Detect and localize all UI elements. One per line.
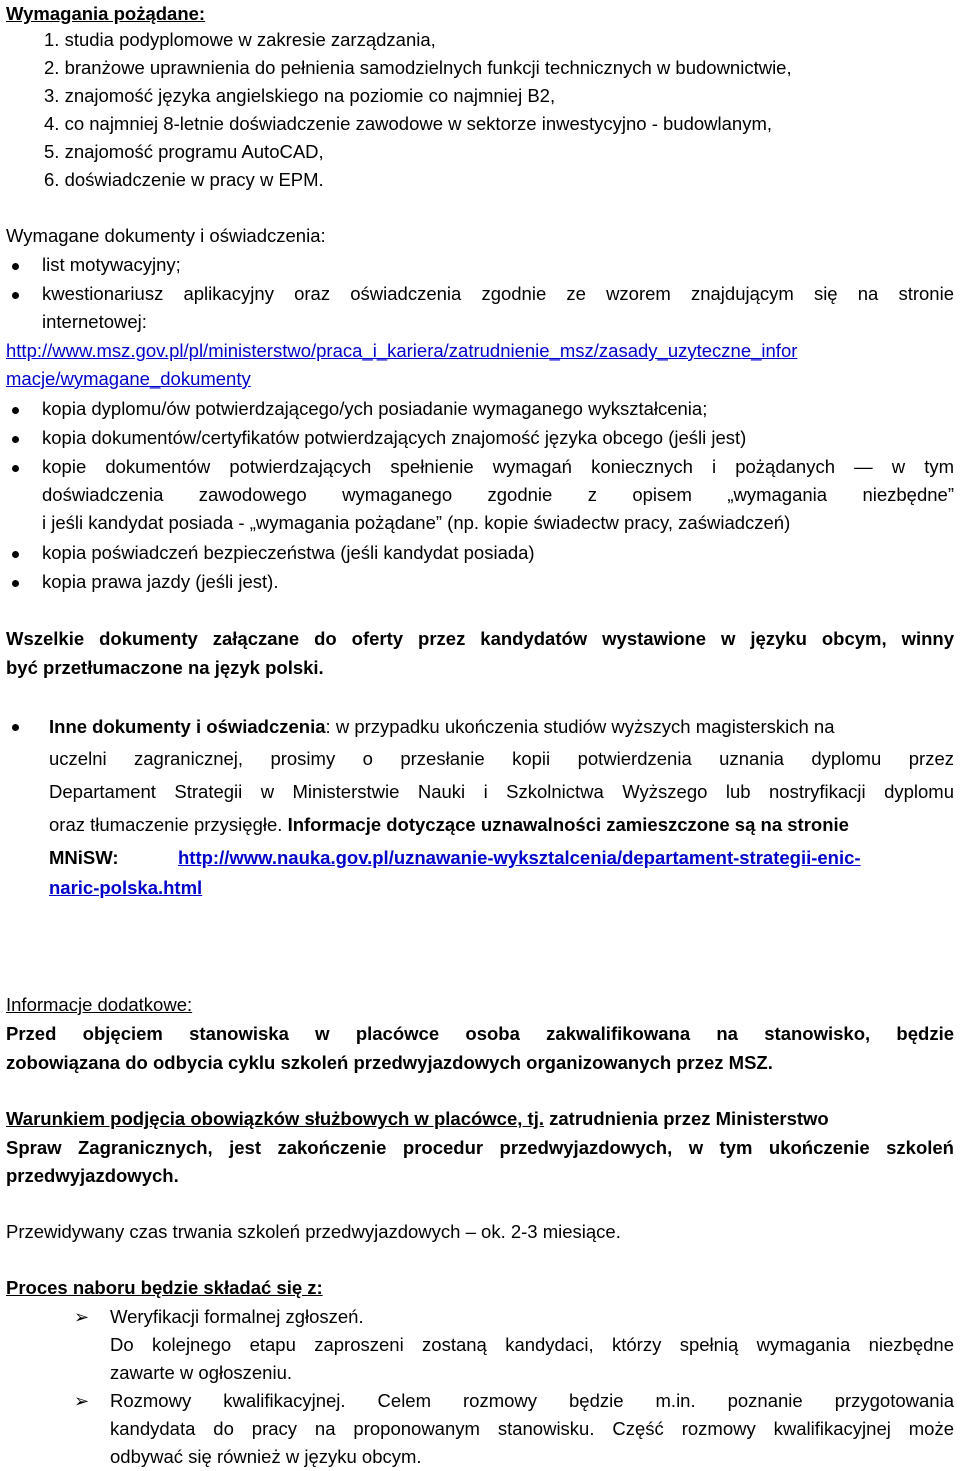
additional-p2-underlined: Warunkiem podjęcia obowiązków służbowych w placówce, tj. xyxy=(6,1108,544,1129)
other-docs-line-2: uczelni zagranicznej, prosimy o przesłanie kopii potwierdzenia uznania dyplomu przez xyxy=(49,748,954,769)
other-docs-line-4-bold: Informacje dotyczące uznawalności zamieszczone są na stronie xyxy=(287,814,849,835)
bullet-icon xyxy=(12,551,19,558)
additional-p2-line-3: przedwyjazdowych. xyxy=(6,1165,179,1186)
bullet-icon xyxy=(12,407,19,414)
bullet-icon xyxy=(12,263,19,270)
additional-heading: Informacje dodatkowe: xyxy=(6,994,193,1015)
process-step-2-line-2: kandydata do pracy na proponowanym stanowisku. Część rozmowy kwalifikacyjnej może xyxy=(110,1418,954,1439)
documents-item-2-line-2: internetowej: xyxy=(42,311,147,332)
documents-item-3: kopia dyplomu/ów potwierdzającego/ych posiadanie wymaganego wykształcenia; xyxy=(42,398,708,419)
documents-link-line-1[interactable]: http://www.msz.gov.pl/pl/ministerstwo/praca_i_kariera/zatrudnienie_msz/zasady_uzyteczne_infor xyxy=(6,340,798,361)
other-docs-line-4-text: oraz tłumaczenie przysięgłe. xyxy=(49,814,288,835)
bullet-icon xyxy=(12,436,19,443)
desired-heading: Wymagania pożądane: xyxy=(6,3,206,24)
desired-item-2: 2. branżowe uprawnienia do pełnienia samodzielnych funkcji technicznych w budownictwie, xyxy=(44,57,792,78)
process-step-1-line-3: zawarte w ogłoszeniu. xyxy=(110,1362,293,1383)
translation-note-line-1: Wszelkie dokumenty załączane do oferty przez kandydatów wystawione w języku obcym, winny xyxy=(6,628,954,649)
additional-p2-line-1 xyxy=(6,1105,829,1133)
process-step-2-line-3: odbywać się również w języku obcym. xyxy=(110,1446,422,1467)
other-docs-mnisw-label: MNiSW: xyxy=(49,847,119,868)
desired-item-6: 6. doświadczenie w pracy w EPM. xyxy=(44,169,324,190)
additional-p3: Przewidywany czas trwania szkoleń przedwyjazdowych – ok. 2-3 miesiące. xyxy=(6,1221,621,1242)
arrow-bullet-icon: ➢ xyxy=(74,1391,90,1411)
other-docs-line-1-text: : w przypadku ukończenia studiów wyższych magisterskich na xyxy=(325,716,835,737)
other-docs-link-line-1[interactable]: http://www.nauka.gov.pl/uznawanie-wyksztalcenia/departament-strategii-enic- xyxy=(178,847,861,868)
other-docs-link-line-2[interactable]: naric-polska.html xyxy=(49,877,203,898)
other-docs-line-3: Departament Strategii w Ministerstwie Nauki i Szkolnictwa Wyższego lub nostryfikacji dyplomu xyxy=(49,781,954,802)
bullet-icon xyxy=(12,580,19,587)
desired-item-3: 3. znajomość języka angielskiego na poziomie co najmniej B2, xyxy=(44,85,556,106)
other-docs-line-1 xyxy=(49,713,954,741)
documents-item-7: kopia prawa jazdy (jeśli jest). xyxy=(42,571,279,592)
documents-item-2-line-1: kwestionariusz aplikacyjny oraz oświadczenia zgodnie ze wzorem znajdującym się na stronie xyxy=(42,283,954,304)
process-step-1-line-2: Do kolejnego etapu zaproszeni zostaną kandydaci, którzy spełnią wymagania niezbędne xyxy=(110,1334,954,1355)
documents-item-1: list motywacyjny; xyxy=(42,254,181,275)
documents-item-6: kopia poświadczeń bezpieczeństwa (jeśli kandydat posiada) xyxy=(42,542,535,563)
other-docs-label: Inne dokumenty i oświadczenia xyxy=(49,716,326,737)
additional-p2-line-2: Spraw Zagranicznych, jest zakończenie procedur przedwyjazdowych, w tym ukończenie szkoleń xyxy=(6,1137,954,1158)
documents-heading: Wymagane dokumenty i oświadczenia: xyxy=(6,225,326,246)
documents-item-4: kopia dokumentów/certyfikatów potwierdzających znajomość języka obcego (jeśli jest) xyxy=(42,427,747,448)
desired-item-1: 1. studia podyplomowe w zakresie zarządzania, xyxy=(44,29,436,50)
desired-item-4: 4. co najmniej 8-letnie doświadczenie zawodowe w sektorze inwestycyjno - budowlanym, xyxy=(44,113,773,134)
process-step-2-line-1: Rozmowy kwalifikacyjnej. Celem rozmowy będzie m.in. poznanie przygotowania xyxy=(110,1390,954,1411)
additional-p1-line-2: zobowiązana do odbycia cyklu szkoleń przedwyjazdowych organizowanych przez MSZ. xyxy=(6,1052,773,1073)
process-heading: Proces naboru będzie składać się z: xyxy=(6,1277,323,1298)
process-step-1-title: Weryfikacji formalnej zgłoszeń. xyxy=(110,1306,364,1327)
bullet-icon xyxy=(12,465,19,472)
additional-p2-bold: zatrudnienia przez Ministerstwo xyxy=(543,1108,829,1129)
bullet-icon xyxy=(12,724,19,731)
documents-link-line-2[interactable]: macje/wymagane_dokumenty xyxy=(6,368,251,389)
bullet-icon xyxy=(12,292,19,299)
additional-p1-line-1: Przed objęciem stanowiska w placówce osoba zakwalifikowana na stanowisko, będzie xyxy=(6,1023,954,1044)
documents-item-5-line-2: doświadczenia zawodowego wymaganego zgodnie z opisem „wymagania niezbędne” xyxy=(42,484,954,505)
documents-item-5-line-1: kopie dokumentów potwierdzających spełnienie wymagań koniecznych i pożądanych — w tym xyxy=(42,456,954,477)
other-docs-line-4 xyxy=(49,811,849,839)
desired-item-5: 5. znajomość programu AutoCAD, xyxy=(44,141,324,162)
arrow-bullet-icon: ➢ xyxy=(74,1307,90,1327)
translation-note-line-2: być przetłumaczone na język polski. xyxy=(6,657,324,678)
documents-item-5-line-3: i jeśli kandydat posiada - „wymagania pożądane” (np. kopie świadectw pracy, zaświadczeń) xyxy=(42,512,791,533)
